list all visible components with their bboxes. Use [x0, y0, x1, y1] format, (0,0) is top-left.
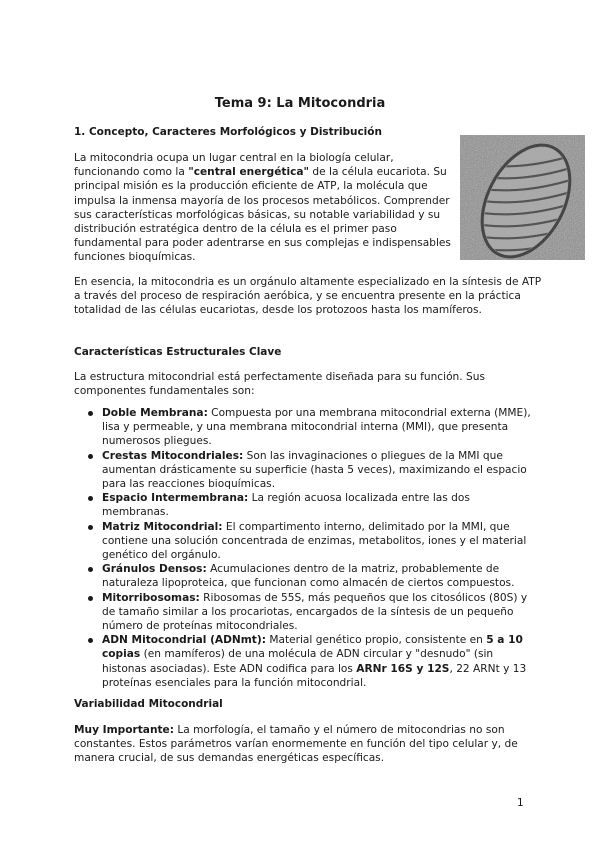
list-item: ADN Mitocondrial (ADNmt): Material genético propio, consistente en 5 a 10 copias (en mamíferos) de una molécula de ADN circular y "desnudo" (sin histonas asociadas). Este ADN codifica para los ARNr 16S y 12S, 22 ARNt y 13 proteínas esenciales para la función mitocondrial. [74, 633, 534, 690]
bullet-icon [88, 596, 93, 601]
section-heading-caracteristicas: Características Estructurales Clave [74, 346, 282, 358]
mitochondria-micrograph [460, 135, 585, 260]
structure-intro-paragraph: La estructura mitocondrial está perfectamente diseñada para su función. Sus componentes fundamentales son: [74, 371, 485, 398]
bullet-icon [88, 411, 93, 416]
section-heading-concepto: 1. Concepto, Caracteres Morfológicos y Distribución [74, 126, 382, 138]
section-heading-variabilidad: Variabilidad Mitocondrial [74, 698, 223, 710]
bullet-icon [88, 496, 93, 501]
bullet-icon [88, 525, 93, 530]
bullet-icon [88, 638, 93, 643]
page-number: 1 [517, 797, 524, 809]
list-item: Doble Membrana: Compuesta por una membrana mitocondrial externa (MME), lisa y permeable, y una membrana mitocondrial interna (MMI), que presenta numerosos pliegues. [74, 406, 534, 449]
variability-paragraph: Muy Importante: La morfología, el tamaño y el número de mitocondrias no son constantes. Estos parámetros varían enormemente en función del tipo celular y, de manera crucial, de sus demandas energéticas específicas. [74, 724, 518, 765]
page-title: Tema 9: La Mitocondria [214, 96, 386, 111]
list-item: Crestas Mitocondriales: Son las invaginaciones o pliegues de la MMI que aumentan drásticamente su superficie (hasta 5 veces), maximizando el espacio para las reacciones bioquímicas. [74, 449, 534, 492]
intro-paragraph: La mitocondria ocupa un lugar central en la biología celular, funcionando como la "central energética" de la célula eucariota. Su principal misión es la producción eficiente de ATP, la molécula que impulsa la inmensa mayoría de los procesos metabólicos. Comprender sus características morfológicas básicas, su notable variabilidad y su distribución estratégica dentro de la célula es el primer paso fundamental para poder adentrarse en sus complejas e indispensables funciones bioquímicas. [74, 152, 451, 264]
bullet-icon [88, 567, 93, 572]
micrograph-image [460, 135, 585, 260]
essence-paragraph: En esencia, la mitocondria es un orgánulo altamente especializado en la síntesis de ATP a través del proceso de respiración aeróbica, y se encuentra presente en la práctica totalidad de las células eucariotas, desde los protozoos hasta los mamíferos. [74, 276, 542, 317]
list-item: Espacio Intermembrana: La región acuosa localizada entre las dos membranas. [74, 491, 534, 519]
list-item: Mitorribosomas: Ribosomas de 55S, más pequeños que los citosólicos (80S) y de tamaño similar a los procariotas, encargados de la síntesis de un pequeño número de proteínas mitocondriales. [74, 591, 534, 634]
components-list [74, 406, 534, 690]
list-item: Matriz Mitocondrial: El compartimento interno, delimitado por la MMI, que contiene una solución concentrada de enzimas, metabolitos, iones y el material genético del orgánulo. [74, 520, 534, 563]
bullet-icon [88, 454, 93, 459]
list-item: Gránulos Densos: Acumulaciones dentro de la matriz, probablemente de naturaleza lipoproteica, que funcionan como almacén de ciertos compuestos. [74, 562, 534, 590]
